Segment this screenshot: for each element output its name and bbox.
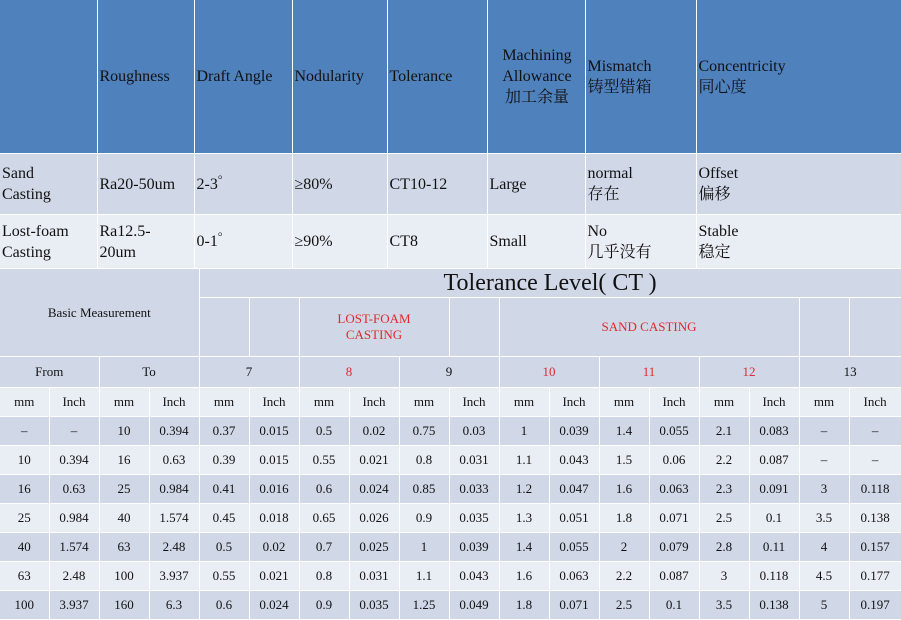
table-cell: 0.63: [149, 446, 199, 475]
ct-level-header: 10: [499, 357, 599, 388]
table-cell: 0.11: [749, 533, 799, 562]
table-cell: 63: [99, 533, 149, 562]
comparison-header-cell: Nodularity: [292, 0, 387, 154]
table-cell: 0.063: [649, 475, 699, 504]
comparison-header-cell: Tolerance: [387, 0, 487, 154]
comparison-cell: normal 存在: [585, 154, 696, 215]
table-cell: 1.6: [599, 475, 649, 504]
comparison-cell: Small: [487, 215, 585, 269]
table-cell: –: [49, 417, 99, 446]
comparison-header-row: [0, 0, 901, 154]
table-cell: 0.031: [449, 446, 499, 475]
table-cell: 0.7: [299, 533, 349, 562]
comparison-header-cell: Concentricity 同心度: [696, 0, 901, 154]
table-cell: 0.39: [199, 446, 249, 475]
table-cell: 0.015: [249, 417, 299, 446]
table-cell: 0.043: [449, 562, 499, 591]
table-cell: 0.035: [449, 504, 499, 533]
table-cell: 0.37: [199, 417, 249, 446]
basic-measurement-label: Basic Measurement: [0, 269, 199, 357]
table-cell: 10: [0, 446, 49, 475]
table-cell: 0.9: [299, 591, 349, 620]
table-cell: 0.6: [299, 475, 349, 504]
table-cell: 0.118: [849, 475, 901, 504]
table-row: [0, 562, 901, 591]
table-cell: 0.083: [749, 417, 799, 446]
table-cell: 0.015: [249, 446, 299, 475]
table-cell: 0.039: [549, 417, 599, 446]
unit-header-cell: Inch: [849, 388, 901, 417]
table-cell: 16: [0, 475, 49, 504]
table-cell: 3: [799, 475, 849, 504]
table-cell: 0.06: [649, 446, 699, 475]
table-cell: 0.41: [199, 475, 249, 504]
table-cell: 0.63: [49, 475, 99, 504]
unit-header-cell: mm: [799, 388, 849, 417]
table-cell: 1.8: [499, 591, 549, 620]
table-cell: 2.2: [699, 446, 749, 475]
table-cell: 0.85: [399, 475, 449, 504]
table-cell: 0.02: [349, 417, 399, 446]
table-cell: 1: [399, 533, 449, 562]
table-cell: 5: [799, 591, 849, 620]
table-cell: 3.5: [699, 591, 749, 620]
tolerance-level-title: Tolerance Level( CT ): [199, 269, 901, 298]
table-cell: 3.937: [149, 562, 199, 591]
table-cell: –: [0, 417, 49, 446]
table-cell: 0.055: [549, 533, 599, 562]
table-cell: 1: [499, 417, 549, 446]
table-cell: 0.197: [849, 591, 901, 620]
unit-header-cell: Inch: [49, 388, 99, 417]
table-cell: 6.3: [149, 591, 199, 620]
table-cell: 0.051: [549, 504, 599, 533]
table-cell: 2.48: [149, 533, 199, 562]
table-cell: 2.2: [599, 562, 649, 591]
table-cell: 0.6: [199, 591, 249, 620]
table-cell: 0.021: [349, 446, 399, 475]
table-cell: 0.138: [749, 591, 799, 620]
ct-level-header: 11: [599, 357, 699, 388]
table-cell: 1.1: [399, 562, 449, 591]
table-cell: 1.3: [499, 504, 549, 533]
table-cell: 0.5: [299, 417, 349, 446]
ct-level-header: 7: [199, 357, 299, 388]
table-cell: 0.047: [549, 475, 599, 504]
table-cell: 3.5: [799, 504, 849, 533]
table-cell: 3.937: [49, 591, 99, 620]
comparison-cell: 0-1゜: [194, 215, 292, 269]
table-cell: 2.5: [599, 591, 649, 620]
table-cell: 2.8: [699, 533, 749, 562]
comparison-cell: CT10-12: [387, 154, 487, 215]
comparison-cell: ≥80%: [292, 154, 387, 215]
table-cell: 0.394: [149, 417, 199, 446]
spacer-cell: [799, 298, 849, 357]
comparison-cell: Ra12.5- 20um: [97, 215, 194, 269]
table-cell: 2.1: [699, 417, 749, 446]
table-cell: 1.2: [499, 475, 549, 504]
spacer-cell: [849, 298, 901, 357]
table-cell: 0.03: [449, 417, 499, 446]
table-row: [0, 475, 901, 504]
table-row: [0, 446, 901, 475]
ct-level-header: 13: [799, 357, 901, 388]
comparison-header-cell: Machining Allowance 加工余量: [487, 0, 585, 154]
to-header: To: [99, 357, 199, 388]
table-cell: 0.026: [349, 504, 399, 533]
lost-foam-casting-label: LOST-FOAM CASTING: [299, 298, 449, 357]
comparison-cell: 2-3゜: [194, 154, 292, 215]
sand-casting-label: SAND CASTING: [499, 298, 799, 357]
unit-header-cell: mm: [399, 388, 449, 417]
table-row: [0, 504, 901, 533]
table-cell: 1.574: [49, 533, 99, 562]
comparison-header-cell: Draft Angle: [194, 0, 292, 154]
spacer-cell: [249, 298, 299, 357]
table-cell: 2.48: [49, 562, 99, 591]
table-cell: –: [849, 446, 901, 475]
table-cell: 0.5: [199, 533, 249, 562]
table-cell: 0.394: [49, 446, 99, 475]
table-cell: 0.02: [249, 533, 299, 562]
comparison-header-cell: Roughness: [97, 0, 194, 154]
table-cell: 0.071: [649, 504, 699, 533]
table-row: [0, 591, 901, 620]
table-cell: 0.55: [299, 446, 349, 475]
table-cell: 0.55: [199, 562, 249, 591]
unit-header-cell: mm: [199, 388, 249, 417]
table-cell: 0.031: [349, 562, 399, 591]
unit-header-cell: Inch: [149, 388, 199, 417]
table-cell: 0.021: [249, 562, 299, 591]
unit-header-cell: mm: [99, 388, 149, 417]
table-cell: 160: [99, 591, 149, 620]
table-cell: 100: [0, 591, 49, 620]
table-cell: 0.025: [349, 533, 399, 562]
table-cell: 1.4: [499, 533, 549, 562]
table-cell: 0.033: [449, 475, 499, 504]
comparison-cell: Offset 偏移: [696, 154, 901, 215]
table-cell: 0.049: [449, 591, 499, 620]
tolerance-body: [0, 417, 901, 620]
comparison-cell: Sand Casting: [0, 154, 97, 215]
comparison-row-lost-foam: [0, 215, 901, 269]
unit-header-cell: mm: [299, 388, 349, 417]
table-cell: 2: [599, 533, 649, 562]
table-row: [0, 533, 901, 562]
table-cell: 0.035: [349, 591, 399, 620]
comparison-row-sand: [0, 154, 901, 215]
table-cell: 1.5: [599, 446, 649, 475]
table-cell: 40: [99, 504, 149, 533]
table-cell: 0.157: [849, 533, 901, 562]
ct-level-header: 12: [699, 357, 799, 388]
table-cell: –: [799, 417, 849, 446]
table-row: [0, 417, 901, 446]
table-cell: 2.3: [699, 475, 749, 504]
table-cell: –: [799, 446, 849, 475]
table-cell: 0.079: [649, 533, 699, 562]
table-cell: 25: [0, 504, 49, 533]
table-cell: 1.574: [149, 504, 199, 533]
comparison-cell: No 几乎没有: [585, 215, 696, 269]
table-cell: 0.118: [749, 562, 799, 591]
spacer-cell: [199, 298, 249, 357]
unit-header-row: [0, 388, 901, 417]
table-cell: 0.8: [399, 446, 449, 475]
table-cell: 0.75: [399, 417, 449, 446]
comparison-header-cell: [0, 0, 97, 154]
table-cell: 0.016: [249, 475, 299, 504]
table-cell: 1.1: [499, 446, 549, 475]
table-cell: 1.4: [599, 417, 649, 446]
unit-header-cell: mm: [0, 388, 49, 417]
spacer-cell: [449, 298, 499, 357]
table-cell: 3: [699, 562, 749, 591]
unit-header-cell: mm: [699, 388, 749, 417]
table-cell: 0.45: [199, 504, 249, 533]
table-cell: 0.091: [749, 475, 799, 504]
ct-level-header: 9: [399, 357, 499, 388]
table-cell: 0.1: [749, 504, 799, 533]
table-cell: 100: [99, 562, 149, 591]
table-cell: 0.024: [249, 591, 299, 620]
table-cell: 0.8: [299, 562, 349, 591]
tolerance-table: [0, 269, 901, 620]
table-cell: –: [849, 417, 901, 446]
from-header: From: [0, 357, 99, 388]
unit-header-cell: Inch: [749, 388, 799, 417]
table-cell: 0.1: [649, 591, 699, 620]
casting-comparison-table: [0, 0, 901, 269]
table-cell: 0.138: [849, 504, 901, 533]
table-cell: 16: [99, 446, 149, 475]
table-cell: 4.5: [799, 562, 849, 591]
comparison-cell: Lost-foam Casting: [0, 215, 97, 269]
table-cell: 0.177: [849, 562, 901, 591]
table-cell: 40: [0, 533, 49, 562]
ct-level-header: 8: [299, 357, 399, 388]
table-cell: 10: [99, 417, 149, 446]
unit-header-cell: Inch: [349, 388, 399, 417]
table-cell: 0.039: [449, 533, 499, 562]
comparison-cell: Large: [487, 154, 585, 215]
table-cell: 25: [99, 475, 149, 504]
table-cell: 0.063: [549, 562, 599, 591]
table-cell: 2.5: [699, 504, 749, 533]
table-cell: 1.6: [499, 562, 549, 591]
unit-header-cell: mm: [599, 388, 649, 417]
table-cell: 1.8: [599, 504, 649, 533]
table-cell: 0.9: [399, 504, 449, 533]
table-cell: 0.043: [549, 446, 599, 475]
comparison-cell: Ra20-50um: [97, 154, 194, 215]
table-cell: 0.087: [649, 562, 699, 591]
unit-header-cell: Inch: [549, 388, 599, 417]
table-cell: 63: [0, 562, 49, 591]
unit-header-cell: mm: [499, 388, 549, 417]
table-cell: 0.087: [749, 446, 799, 475]
table-cell: 0.984: [49, 504, 99, 533]
table-cell: 0.018: [249, 504, 299, 533]
table-cell: 4: [799, 533, 849, 562]
table-cell: 0.055: [649, 417, 699, 446]
table-cell: 0.65: [299, 504, 349, 533]
table-cell: 0.071: [549, 591, 599, 620]
unit-header-cell: Inch: [249, 388, 299, 417]
comparison-header-cell: Mismatch 铸型错箱: [585, 0, 696, 154]
comparison-cell: ≥90%: [292, 215, 387, 269]
unit-header-cell: Inch: [449, 388, 499, 417]
unit-header-cell: Inch: [649, 388, 699, 417]
comparison-cell: CT8: [387, 215, 487, 269]
table-cell: 0.024: [349, 475, 399, 504]
table-cell: 1.25: [399, 591, 449, 620]
comparison-cell: Stable 稳定: [696, 215, 901, 269]
table-cell: 0.984: [149, 475, 199, 504]
